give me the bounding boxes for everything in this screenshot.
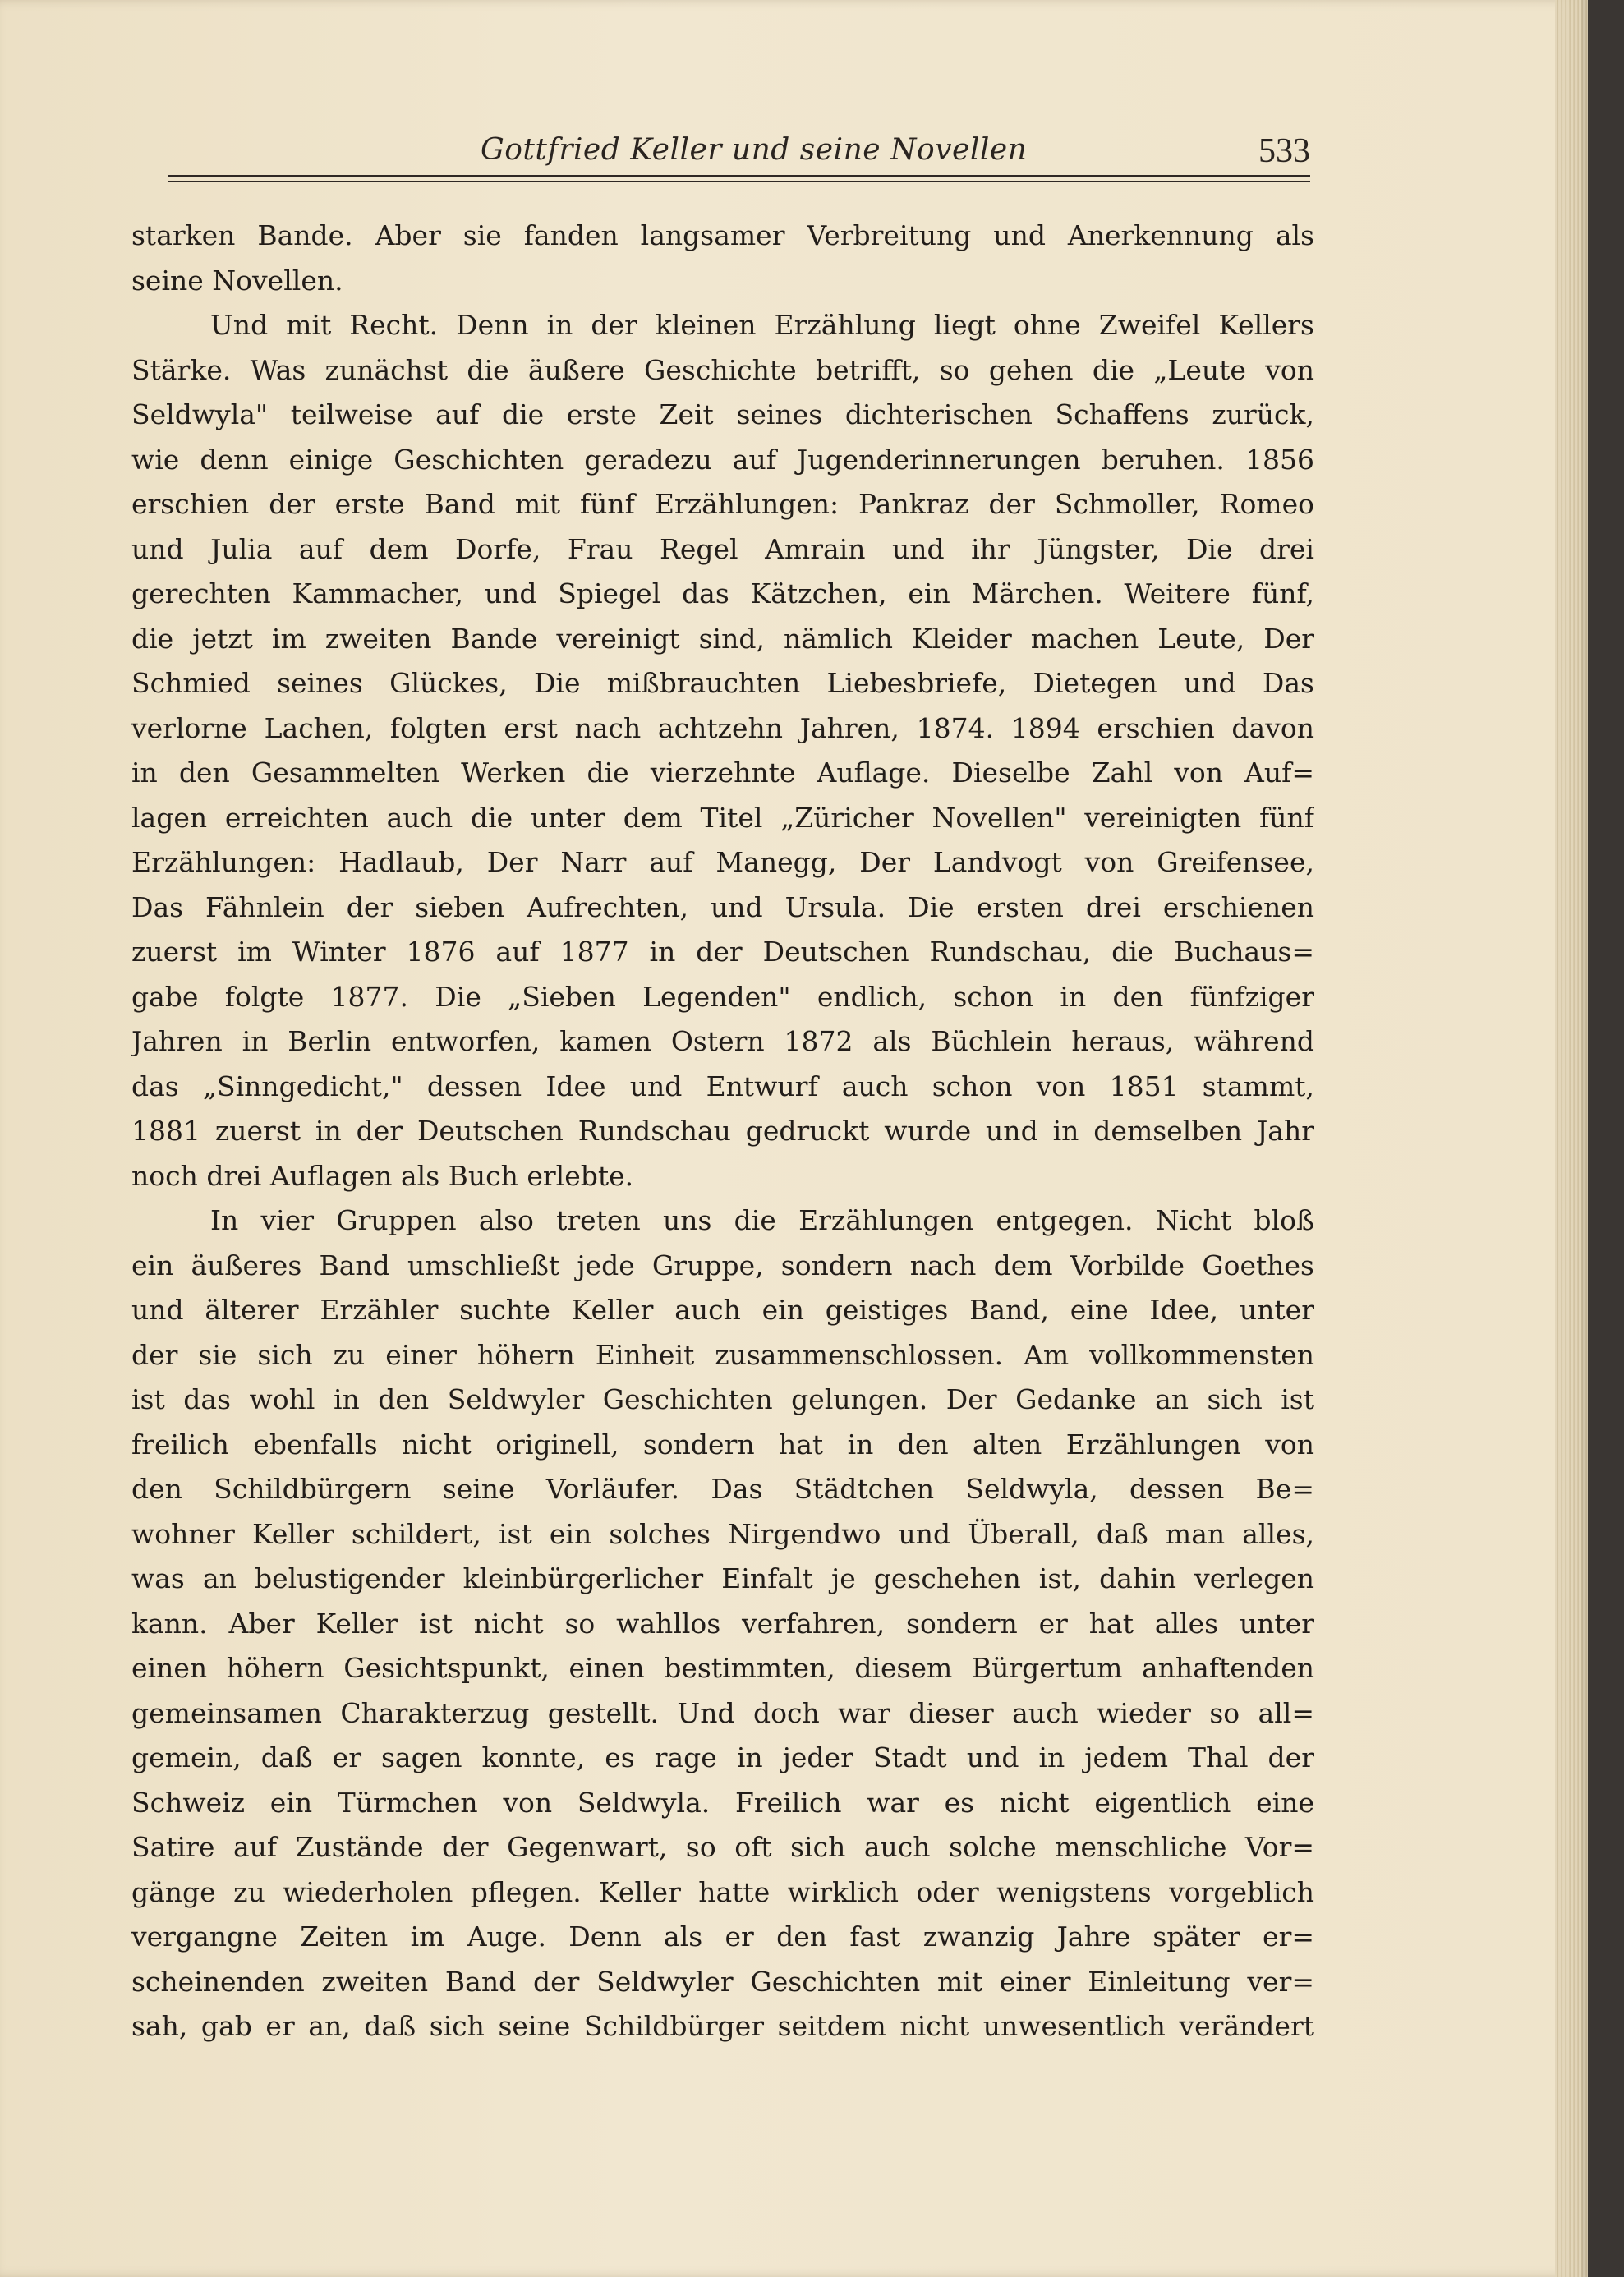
- text-line: noch drei Auflagen als Buch erlebte.: [131, 1159, 634, 1192]
- text-line: ist das wohl in den Seldwyler Geschichten gelungen. Der Gedanke an sich ist: [131, 1383, 1314, 1415]
- text-line: starken Bande. Aber sie fanden langsamer Verbreitung und Anerkennung als: [131, 219, 1314, 251]
- page-stack-edge: [1555, 0, 1588, 2277]
- text-line: seine Novellen.: [131, 264, 343, 297]
- text-line: sah, gab er an, daß sich seine Schildbürger seitdem nicht unwesentlich verändert: [131, 2010, 1314, 2042]
- text-line: gabe folgte 1877. Die „Sieben Legenden" endlich, schon in den fünfziger: [131, 980, 1314, 1013]
- text-line: Jahren in Berlin entworfen, kamen Ostern 1872 als Büchlein heraus, während: [131, 1025, 1314, 1057]
- text-line: freilich ebenfalls nicht originell, sondern hat in den alten Erzählungen von: [131, 1428, 1314, 1460]
- text-line: 1881 zuerst in der Deutschen Rundschau gedruckt wurde und in demselben Jahr: [131, 1115, 1314, 1147]
- text-line: Und mit Recht. Denn in der kleinen Erzählung liegt ohne Zweifel Kellers: [210, 309, 1314, 341]
- text-line: In vier Gruppen also treten uns die Erzählungen entgegen. Nicht bloß: [210, 1204, 1314, 1236]
- text-line: einen höhern Gesichtspunkt, einen bestimmten, diesem Bürgertum anhaftenden: [131, 1652, 1314, 1684]
- text-line: Satire auf Zustände der Gegenwart, so oft sich auch solche menschliche Vor=: [131, 1831, 1314, 1863]
- text-line: gänge zu wiederholen pflegen. Keller hatte wirklich oder wenigstens vorgeblich: [131, 1875, 1314, 1908]
- header-rule: [168, 175, 1310, 177]
- text-line: in den Gesammelten Werken die vierzehnte Auflage. Dieselbe Zahl von Auf=: [131, 757, 1314, 789]
- text-line: scheinenden zweiten Band der Seldwyler Geschichten mit einer Einleitung ver=: [131, 1965, 1314, 1998]
- text-line: die jetzt im zweiten Bande vereinigt sind, nämlich Kleider machen Leute, Der: [131, 622, 1314, 655]
- text-line: lagen erreichten auch die unter dem Titel „Züricher Novellen" vereinigten fünf: [131, 801, 1314, 834]
- text-line: Erzählungen: Hadlaub, Der Narr auf Manegg, Der Landvogt von Greifensee,: [131, 846, 1314, 878]
- text-line: erschien der erste Band mit fünf Erzählungen: Pankraz der Schmoller, Romeo: [131, 488, 1314, 520]
- text-line: und älterer Erzähler suchte Keller auch ein geistiges Band, eine Idee, unter: [131, 1294, 1314, 1326]
- text-line: vergangne Zeiten im Auge. Denn als er den fast zwanzig Jahre später er=: [131, 1920, 1314, 1953]
- text-line: gemein, daß er sagen konnte, es rage in jeder Stadt und in jedem Thal der: [131, 1741, 1314, 1773]
- running-header: [168, 122, 1310, 179]
- text-line: ein äußeres Band umschließt jede Gruppe, sondern nach dem Vorbilde Goethes: [131, 1249, 1314, 1281]
- running-title: Gottfried Keller und seine Novellen: [481, 133, 1028, 167]
- text-line: was an belustigender kleinbürgerlicher Einfalt je geschehen ist, dahin verlegen: [131, 1562, 1314, 1594]
- text-line: Seldwyla" teilweise auf die erste Zeit seines dichterischen Schaffens zurück,: [131, 398, 1314, 430]
- text-line: und Julia auf dem Dorfe, Frau Regel Amrain und ihr Jüngster, Die drei: [131, 532, 1314, 565]
- text-line: Das Fähnlein der sieben Aufrechten, und Ursula. Die ersten drei erschienen: [131, 890, 1314, 923]
- text-line: gemeinsamen Charakterzug gestellt. Und doch war dieser auch wieder so all=: [131, 1696, 1314, 1729]
- text-line: gerechten Kammacher, und Spiegel das Kätzchen, ein Märchen. Weitere fünf,: [131, 577, 1314, 610]
- body-text: [131, 214, 1314, 2049]
- text-line: zuerst im Winter 1876 auf 1877 in der Deutschen Rundschau, die Buchaus=: [131, 936, 1314, 968]
- header-rule-thin: [168, 181, 1310, 182]
- text-line: Schmied seines Glückes, Die mißbrauchten Liebesbriefe, Dietegen und Das: [131, 667, 1314, 699]
- text-line: Schweiz ein Türmchen von Seldwyla. Freilich war es nicht eigentlich eine: [131, 1786, 1314, 1819]
- text-line: der sie sich zu einer höhern Einheit zusammenschlossen. Am vollkommensten: [131, 1338, 1314, 1371]
- text-line: den Schildbürgern seine Vorläufer. Das Städtchen Seldwyla, dessen Be=: [131, 1473, 1314, 1505]
- text-line: das „Sinngedicht," dessen Idee und Entwurf auch schon von 1851 stammt,: [131, 1070, 1314, 1102]
- text-line: wohner Keller schildert, ist ein solches Nirgendwo und Überall, daß man alles,: [131, 1517, 1314, 1550]
- text-line: Stärke. Was zunächst die äußere Geschichte betrifft, so gehen die „Leute von: [131, 353, 1314, 386]
- page-number: 533: [1258, 132, 1310, 170]
- text-line: kann. Aber Keller ist nicht so wahllos verfahren, sondern er hat alles unter: [131, 1607, 1314, 1640]
- text-line: wie denn einige Geschichten geradezu auf Jugenderinnerungen beruhen. 1856: [131, 443, 1314, 476]
- text-line: verlorne Lachen, folgten erst nach achtzehn Jahren, 1874. 1894 erschien davon: [131, 711, 1314, 744]
